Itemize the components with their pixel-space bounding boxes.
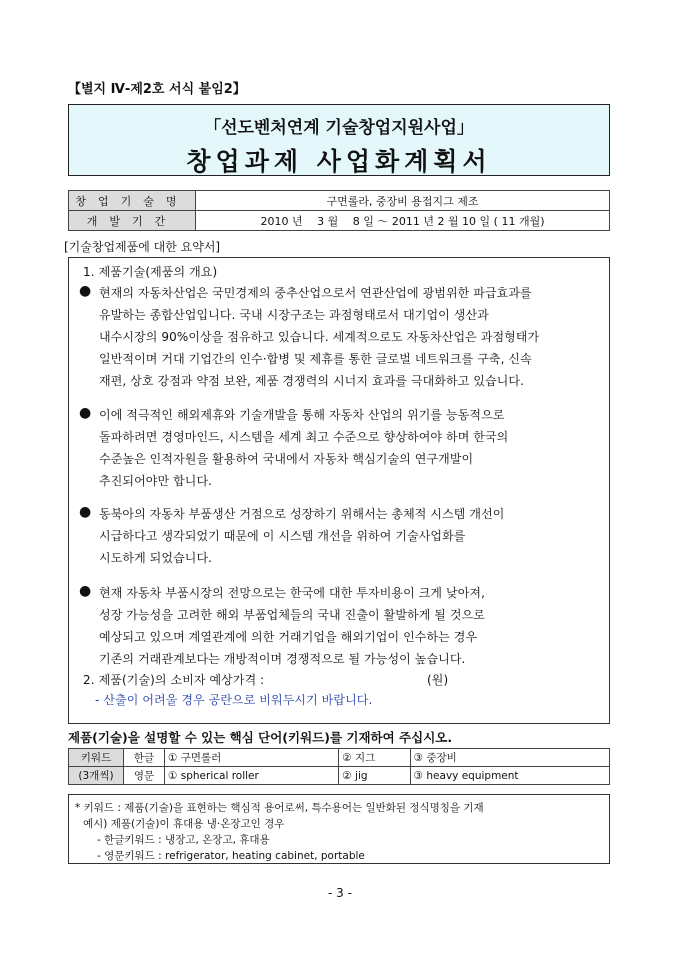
paragraph-line: 시도하게 되었습니다.: [99, 551, 213, 565]
paragraph-line: 유발하는 종합산업입니다. 국내 시장구조는 과점형태로서 대기업이 생산과: [99, 308, 489, 322]
note-line: - 한글키워드 : 냉장고, 온장고, 휴대용: [97, 834, 270, 846]
paragraph-line: 현재의 자동차산업은 국민경제의 중추산업으로서 연관산업에 광범위한 파급효과를: [99, 286, 532, 300]
product-heading: 1. 제품기술(제품의 개요): [83, 265, 218, 279]
english-label: 영문: [124, 767, 165, 785]
keyword-head-sub: (3개씩): [69, 767, 124, 785]
korean-label: 한글: [124, 749, 165, 767]
keyword-note-box: [68, 794, 610, 864]
paragraph-line: 이에 적극적인 해외제휴와 기술개발을 통해 자동차 산업의 위기를 능동적으로: [99, 408, 505, 422]
table-row: [69, 211, 610, 231]
keyword-table: [68, 748, 610, 785]
bullet-icon: ●: [79, 405, 92, 421]
title-program: 「선도벤처연계 기술창업지원사업」: [204, 118, 474, 138]
english-keyword: ② jig: [339, 767, 410, 785]
korean-keyword: ② 지그: [339, 749, 410, 767]
keyword-heading: 제품(기술)을 설명할 수 있는 핵심 단어(키워드)를 기재하여 주십시오.: [68, 730, 453, 745]
paragraph-line: 돌파하려면 경영마인드, 시스템을 세계 최고 수준으로 향상하여야 하며 한국의: [99, 430, 509, 444]
bullet-icon: ●: [79, 283, 92, 299]
note-line: 예시) 제품(기술)이 휴대용 냉·온장고인 경우: [83, 818, 285, 830]
tech-name-value: 구면롤라, 중장비 용접지그 제조: [196, 191, 610, 211]
english-keyword: ① spherical roller: [165, 767, 339, 785]
product-summary-box: [68, 257, 610, 724]
page-number: - 3 -: [328, 886, 352, 900]
paragraph-line: 수준높은 인적자원을 활용하여 국내에서 자동차 핵심기술의 연구개발이: [99, 452, 474, 466]
info-table: [68, 190, 610, 231]
attachment-label: 【별지 Ⅳ-제2호 서식 붙임2】: [68, 82, 246, 97]
table-row: [69, 191, 610, 211]
price-unit: (원): [427, 673, 449, 687]
price-label: 2. 제품(기술)의 소비자 예상가격 :: [83, 673, 265, 687]
tech-name-label: 창업기술명: [69, 191, 196, 211]
title-box: [68, 104, 610, 176]
paragraph-line: 동북아의 자동차 부품생산 거점으로 성장하기 위해서는 총체적 시스템 개선이: [99, 507, 505, 521]
table-row: [69, 749, 610, 767]
title-document: 창업과제 사업화계획서: [186, 147, 492, 176]
paragraph-line: 예상되고 있으며 계열관계에 의한 거래기업을 해외기업이 인수하는 경우: [99, 630, 478, 644]
korean-keyword: ① 구면롤러: [165, 749, 339, 767]
paragraph-line: 성장 가능성을 고려한 해외 부품업체들의 국내 진출이 활발하게 될 것으로: [99, 608, 485, 622]
period-value: 2010 년 3 월 8 일 ～ 2011 년 2 월 10 일 ( 11 개월): [196, 211, 610, 231]
paragraph-line: 추진되어야만 합니다.: [99, 474, 213, 488]
paragraph-line: 내수시장의 90%이상을 점유하고 있습니다. 세계적으로도 자동차산업은 과점형태가: [99, 330, 540, 344]
price-note: - 산출이 어려울 경우 공란으로 비워두시기 바랍니다.: [95, 693, 373, 707]
summary-header: [기술창업제품에 대한 요약서]: [64, 240, 221, 254]
bullet-icon: ●: [79, 583, 92, 599]
paragraph-line: 재편, 상호 강점과 약점 보완, 제품 경쟁력의 시너지 효과를 극대화하고 있습니다.: [99, 374, 525, 388]
table-row: [69, 767, 610, 785]
english-keyword: ③ heavy equipment: [410, 767, 609, 785]
paragraph-line: 시급하다고 생각되었기 때문에 이 시스템 개선을 위하여 기술사업화를: [99, 529, 466, 543]
paragraph-line: 현재 자동차 부품시장의 전망으로는 한국에 대한 투자비용이 크게 낮아져,: [99, 586, 485, 600]
bullet-icon: ●: [79, 504, 92, 520]
period-label: 개발기간: [69, 211, 196, 231]
korean-keyword: ③ 중장비: [410, 749, 609, 767]
note-line: - 영문키워드 : refrigerator, heating cabinet, portable: [97, 850, 365, 862]
paragraph-line: 일반적이며 거대 기업간의 인수·합병 및 제휴를 통한 글로벌 네트워크를 구축, 신속: [99, 352, 532, 366]
paragraph-line: 기존의 거래관계보다는 개방적이며 경쟁적으로 될 가능성이 높습니다.: [99, 652, 466, 666]
note-line: * 키워드 : 제품(기술)을 표현하는 핵심적 용어로써, 특수용어는 일반화된 정식명칭을 기재: [75, 802, 484, 814]
keyword-head-label: 키워드: [69, 749, 124, 767]
